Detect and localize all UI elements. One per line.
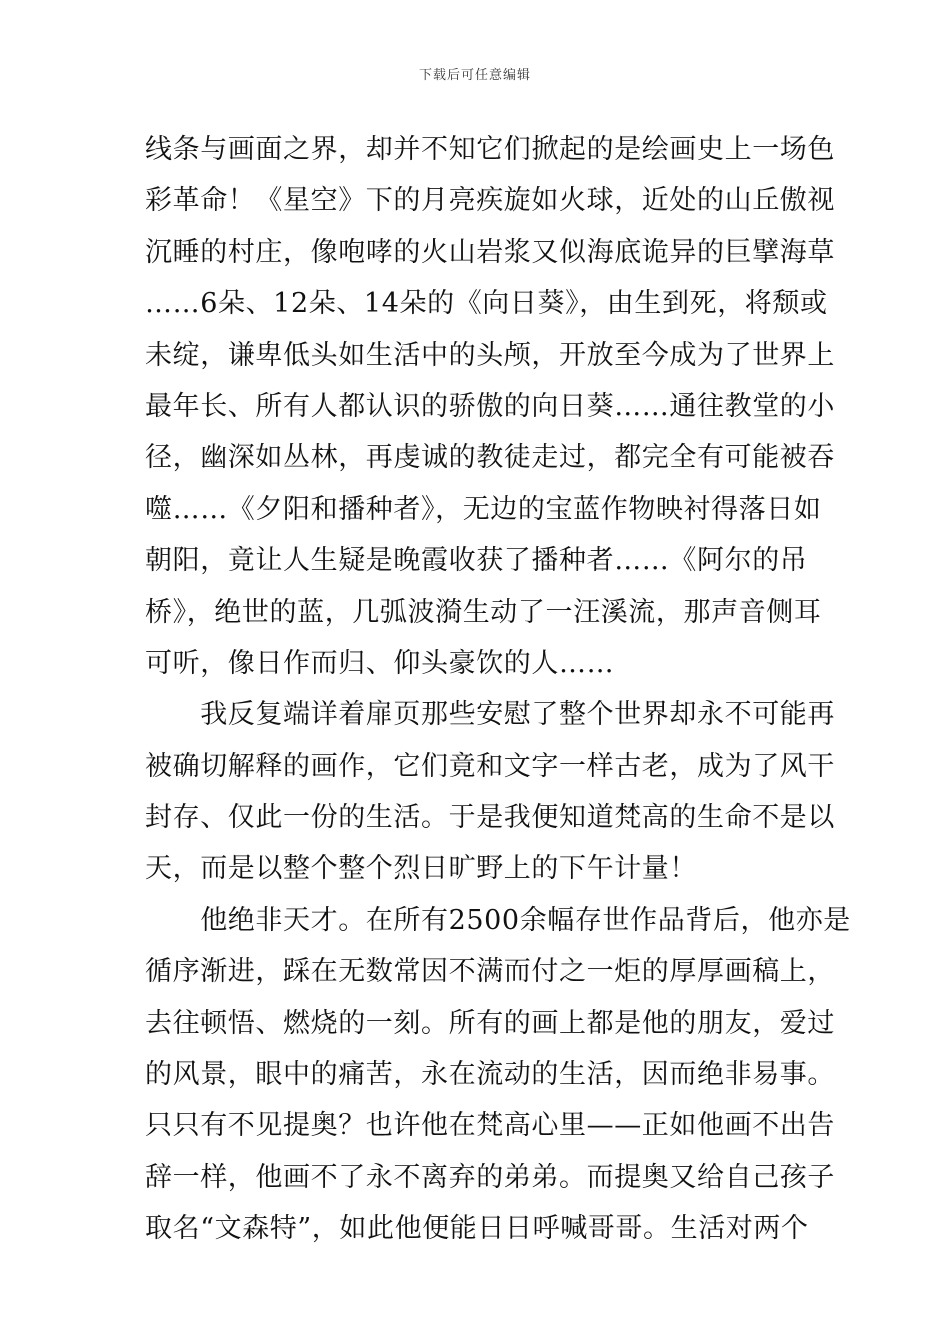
text-line: 被确切解释的画作，它们竟和文字一样古老，成为了风干 — [145, 750, 835, 782]
article-body — [145, 124, 851, 1255]
text-line: 辞一样，他画不了永不离弃的弟弟。而提奥又给自己孩子 — [145, 1161, 835, 1193]
text-line: 天，而是以整个整个烈日旷野上的下午计量！ — [145, 853, 697, 885]
text-line: 朝阳，竟让人生疑是晚霞收获了播种者……《阿尔的吊 — [145, 545, 808, 577]
text-line: 他绝非天才。在所有2500余幅存世作品背后，他亦是 — [145, 904, 851, 936]
text-line: 封存、仅此一份的生活。于是我便知道梵高的生命不是以 — [145, 802, 835, 834]
text-line: 桥》，绝世的蓝，几弧波漪生动了一汪溪流，那声音侧耳 — [145, 596, 822, 628]
text-line: 的风景，眼中的痛苦，永在流动的生活，因而绝非易事。 — [145, 1059, 835, 1091]
text-line: ……6朵、12朵、14朵的《向日葵》，由生到死，将颓或 — [145, 288, 828, 320]
text-line: 可听，像日作而归、仰头豪饮的人…… — [145, 647, 615, 679]
text-line: 去往顿悟、燃烧的一刻。所有的画上都是他的朋友，爱过 — [145, 1007, 835, 1039]
text-line: 噬……《夕阳和播种者》，无边的宝蓝作物映衬得落日如 — [145, 493, 822, 525]
text-line: 未绽，谦卑低头如生活中的头颅，开放至今成为了世界上 — [145, 339, 835, 371]
text-line: 线条与画面之界，却并不知它们掀起的是绘画史上一场色 — [145, 134, 835, 165]
text-line: 循序渐进，踩在无数常因不满而付之一炬的厚厚画稿上， — [145, 956, 835, 988]
text-line: 只只有不见提奥？也许他在梵高心里——正如他画不出告 — [145, 1110, 835, 1142]
text-line: 最年长、所有人都认识的骄傲的向日葵……通往教堂的小 — [145, 390, 835, 422]
text-line: 取名“文森特”，如此他便能日日呼喊哥哥。生活对两个 — [145, 1213, 809, 1245]
text-line: 径，幽深如丛林，再虔诚的教徒走过，都完全有可能被吞 — [145, 442, 835, 474]
page-header: 下载后可任意编辑 — [418, 68, 531, 83]
text-line: 沉睡的村庄，像咆哮的火山岩浆又似海底诡异的巨擘海草 — [145, 236, 835, 268]
text-line: 我反复端详着扉页那些安慰了整个世界却永不可能再 — [145, 699, 835, 731]
text-line: 彩革命！《星空》下的月亮疾旋如火球，近处的山丘傲视 — [145, 185, 835, 217]
